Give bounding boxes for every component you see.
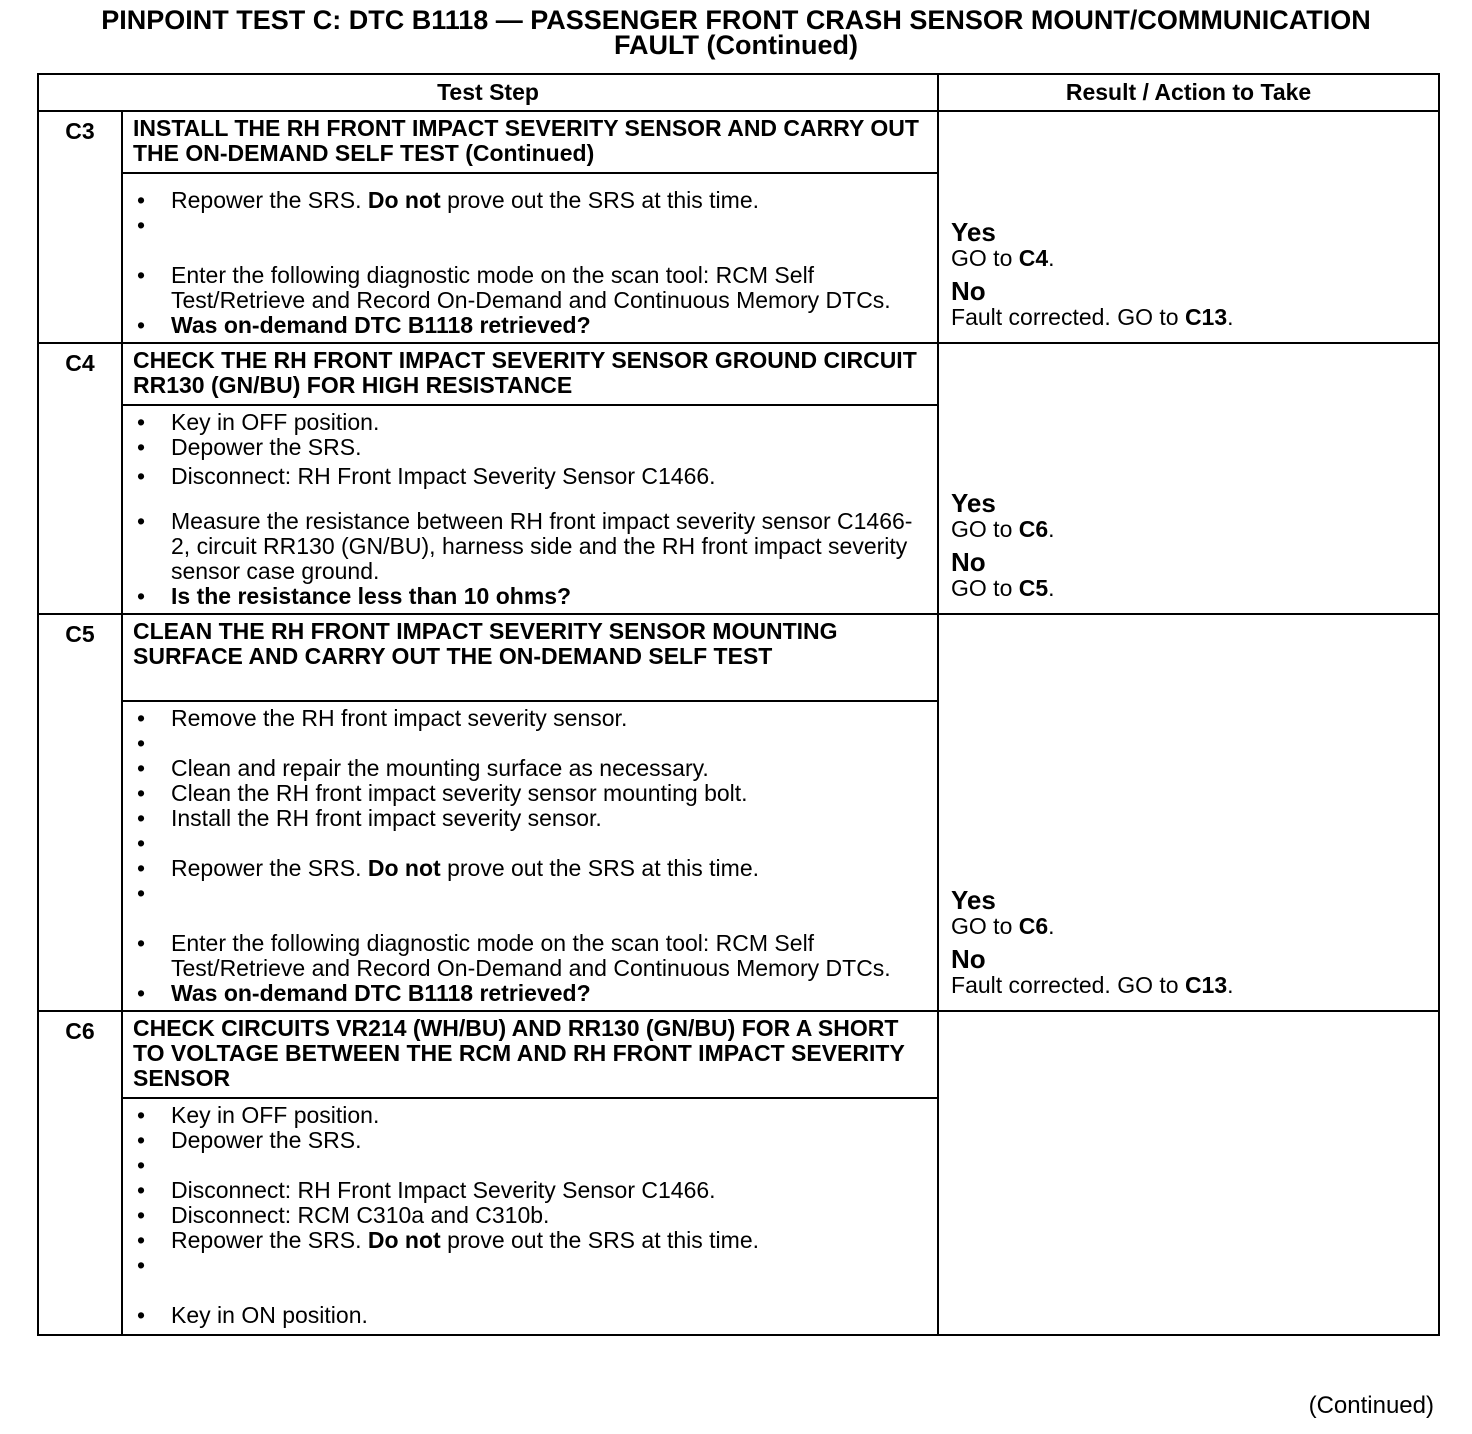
step-c6-heading-row xyxy=(38,1011,1439,1098)
step-c3-heading-row xyxy=(38,111,1439,173)
step-c6-result xyxy=(938,1011,1439,1335)
step-c3-result xyxy=(938,111,1439,343)
step-c4-bullet-4: • Measure the resistance between RH front impact severity sensor C1466-2, circuit RR130 (GN/BU), harness side and the RH front impact severity sensor case ground. xyxy=(133,509,927,584)
step-id-c3: C3 xyxy=(38,111,122,173)
step-c5-bullet-4: • Install the RH front impact severity sensor. xyxy=(133,806,927,831)
step-c5-result xyxy=(938,614,1439,1011)
step-c5-bullet-3: • Clean the RH front impact severity sensor mounting bolt. xyxy=(133,781,927,806)
step-c5-bullet-5: • Repower the SRS. Do not prove out the SRS at this time. xyxy=(133,856,927,881)
step-c5-bullet-7: • Was on-demand DTC B1118 retrieved? xyxy=(133,981,927,1006)
step-c4-bullet-1: • Key in OFF position. xyxy=(133,410,927,435)
continued-note: (Continued) xyxy=(1308,1392,1434,1419)
step-c4-yes-action: GO to C6. xyxy=(951,516,1055,542)
step-c4-heading-row xyxy=(38,343,1439,405)
step-id-c4: C4 xyxy=(38,343,122,405)
step-c3-no-label: No xyxy=(951,276,986,306)
step-c4-no-label: No xyxy=(951,547,986,577)
step-c3-no-action: Fault corrected. GO to C13. xyxy=(951,304,1234,330)
header-test-step: Test Step xyxy=(38,74,938,111)
step-c4-bullet-2: • Depower the SRS. xyxy=(133,435,927,460)
step-c6-body xyxy=(122,1098,938,1335)
step-c3-yes-label: Yes xyxy=(951,217,996,247)
step-c5-no-label: No xyxy=(951,944,986,974)
header-result: Result / Action to Take xyxy=(938,74,1439,111)
step-c3-heading: INSTALL THE RH FRONT IMPACT SEVERITY SENSOR AND CARRY OUT THE ON-DEMAND SELF TEST (Continued) xyxy=(122,111,938,173)
step-c6-bullet-6: • Key in ON position. xyxy=(133,1303,927,1328)
step-c3-yes-action: GO to C4. xyxy=(951,245,1055,271)
step-c5-bullet-6: • Enter the following diagnostic mode on the scan tool: RCM Self Test/Retrieve and Record On-Demand and Continuous Memory DTCs. xyxy=(133,931,927,981)
step-c3-bullet-3: • Was on-demand DTC B1118 retrieved? xyxy=(133,313,927,338)
page-title xyxy=(0,5,1472,60)
step-c4-yes-label: Yes xyxy=(951,488,996,518)
step-c5-bullet-1: • Remove the RH front impact severity sensor. xyxy=(133,706,927,731)
step-c5-heading-row xyxy=(38,614,1439,701)
step-c4-bullet-5: • Is the resistance less than 10 ohms? xyxy=(133,584,927,609)
step-c4-heading: CHECK THE RH FRONT IMPACT SEVERITY SENSOR GROUND CIRCUIT RR130 (GN/BU) FOR HIGH RESISTANCE xyxy=(122,343,938,405)
header-row xyxy=(38,74,1439,111)
step-c6-bullet-4: • Disconnect: RCM C310a and C310b. xyxy=(133,1203,927,1228)
step-c5-body xyxy=(122,701,938,1011)
step-id-c6: C6 xyxy=(38,1011,122,1098)
step-c6-bullet-1: • Key in OFF position. xyxy=(133,1103,927,1128)
step-c3-bullet-2: • Enter the following diagnostic mode on the scan tool: RCM Self Test/Retrieve and Record On-Demand and Continuous Memory DTCs. xyxy=(133,263,927,313)
step-c5-yes-label: Yes xyxy=(951,885,996,915)
step-c6-heading: CHECK CIRCUITS VR214 (WH/BU) AND RR130 (GN/BU) FOR A SHORT TO VOLTAGE BETWEEN THE RCM AND RH FRONT IMPACT SEVERITY SENSOR xyxy=(122,1011,938,1098)
step-c4-no-action: GO to C5. xyxy=(951,575,1055,601)
title-line-1: PINPOINT TEST C: DTC B1118 — PASSENGER FRONT CRASH SENSOR MOUNT/COMMUNICATION xyxy=(101,5,1371,35)
step-c5-heading: CLEAN THE RH FRONT IMPACT SEVERITY SENSOR MOUNTING SURFACE AND CARRY OUT THE ON-DEMAND SELF TEST xyxy=(122,614,938,701)
step-c3-body xyxy=(122,173,938,343)
step-c4-bullet-3: • Disconnect: RH Front Impact Severity Sensor C1466. xyxy=(133,464,927,489)
step-c3-bullet-1: • Repower the SRS. Do not prove out the SRS at this time. xyxy=(133,188,927,213)
title-line-2: FAULT (Continued) xyxy=(614,30,858,60)
step-id-c5: C5 xyxy=(38,614,122,701)
step-c6-bullet-2: • Depower the SRS. xyxy=(133,1128,927,1153)
step-c6-bullet-5: • Repower the SRS. Do not prove out the SRS at this time. xyxy=(133,1228,927,1253)
step-c6-bullet-3: • Disconnect: RH Front Impact Severity Sensor C1466. xyxy=(133,1178,927,1203)
step-c4-result xyxy=(938,343,1439,614)
pinpoint-test-table xyxy=(37,73,1440,1336)
step-c5-no-action: Fault corrected. GO to C13. xyxy=(951,972,1234,998)
step-c4-body xyxy=(122,405,938,614)
step-c5-bullet-2: • Clean and repair the mounting surface as necessary. xyxy=(133,756,927,781)
step-c5-yes-action: GO to C6. xyxy=(951,913,1055,939)
